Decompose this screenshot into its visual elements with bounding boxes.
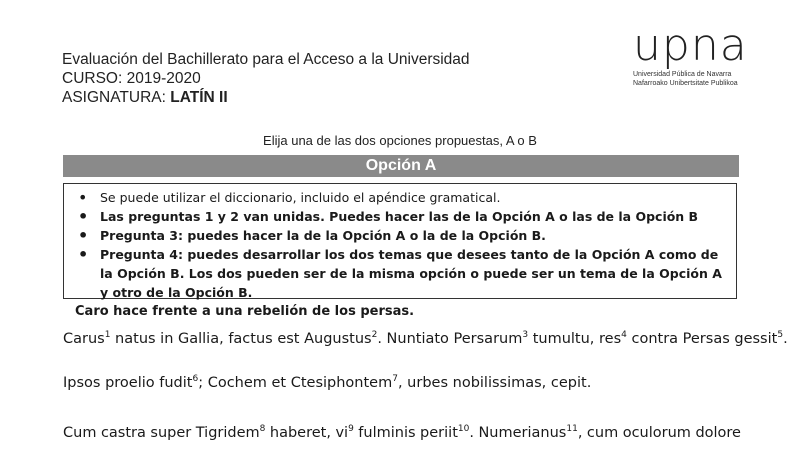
subject-label: ASIGNATURA: [62,89,166,106]
text-run: . Nuntiato Persarum [377,331,523,347]
text-word [478,425,582,441]
rules-box [63,183,737,299]
text-word [196,425,266,441]
exam-title: Evaluación del Bachillerato para el Acceso a la Universidad [62,51,470,68]
text-word: dolore [695,425,741,441]
footnote-ref: 5 [777,330,784,341]
text-run: ; Cochem et Ctesiphontem [198,375,393,391]
text-run: , [577,425,583,441]
instruction-text: Elija una de las dos opciones propuestas, A o B [263,133,537,148]
course-label: CURSO: [62,70,123,87]
subject-value: LATÍN II [170,89,228,106]
logo-wordmark: upna [633,20,748,71]
footnote-ref: 10 [457,424,470,435]
footnote-ref: 6 [192,374,199,385]
course-value: 2019-2020 [126,70,201,87]
footnote-ref: 4 [621,330,627,341]
option-a-title: Opción A [365,157,437,174]
footnote-ref: 7 [392,374,398,385]
text-run: Numerianus [478,425,567,441]
text-title: Caro hace frente a una rebelión de los persas. [75,304,415,319]
text-run: Ipsos proelio fudit [63,375,193,391]
text-word: fulminis [358,425,416,441]
rule-item: • Se puede utilizar el diccionario, incluido el apéndice gramatical. [100,188,728,207]
logo-subtitle-1: Universidad Pública de Navarra [633,71,732,78]
rules-list [64,184,736,302]
subject-line [62,88,470,107]
text-word: oculorum [622,425,691,441]
course-line [62,69,470,88]
latin-paragraph-2 [63,375,591,391]
text-run: natus in Gallia, factus est Augustus [110,331,372,347]
text-run: . [469,425,474,441]
text-word [420,425,474,441]
text-run: Tigridem [195,425,260,441]
logo-subtitle-2: Nafarroako Unibertsitate Publikoa [633,80,738,87]
text-run: , urbes nobilissimas, cepit. [397,375,592,391]
footnote-ref: 3 [522,330,529,341]
exam-header [62,50,470,107]
rule-item: • Las preguntas 1 y 2 van unidas. Puedes hacer las de la Opción A o las de la Opción B [100,207,728,226]
text-word: cum [586,425,619,441]
latin-paragraph-1 [63,331,788,347]
text-word [335,425,353,441]
text-run: contra Persas gessit [626,331,778,347]
text-word: super [150,425,192,441]
upna-logo [633,22,773,88]
footnote-ref: 8 [259,424,266,435]
text-run: Carus [63,331,105,347]
text-run: vi [335,425,349,441]
footnote-ref: 1 [104,330,111,341]
text-run: periit [420,425,458,441]
footnote-ref: 11 [566,424,578,435]
rule-item: • Pregunta 3: puedes hacer la de la Opción A o la de la Opción B. [100,226,728,245]
text-run: tumultu, res [528,331,622,347]
text-word: haberet, [269,425,331,441]
rule-item: • Pregunta 4: puedes desarrollar los dos temas que desees tanto de la Opción A como de la Opción B. Los dos pueden ser de la misma opción o puede ser un tema de la Opción A y otro de la Opción B. [100,245,728,302]
text-run: . [783,331,788,347]
option-a-banner [63,155,739,177]
latin-paragraph-3 [63,425,741,441]
text-word: Cum [63,425,97,441]
text-word: castra [100,425,146,441]
footnote-ref: 2 [371,330,378,341]
footnote-ref: 9 [348,424,354,435]
